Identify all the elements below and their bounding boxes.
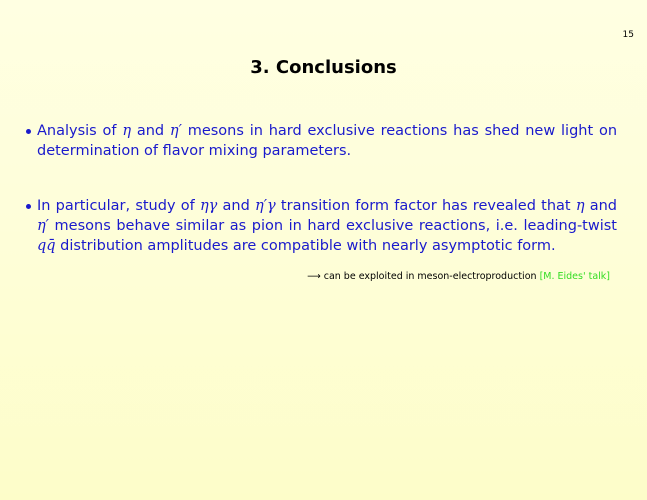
math-eta: η [122, 123, 132, 139]
page-number: 15 [622, 30, 634, 40]
bullet-text: mesons in hard exclusive reactions has shed new light on determination of flavor mixing parameters. [37, 123, 618, 159]
math-eta-prime-gamma: η′γ [255, 198, 276, 214]
footnote [307, 271, 610, 282]
bullet-dot-icon [26, 204, 31, 209]
bullet-text: and [217, 198, 256, 214]
bullet-text: In particular, study of [37, 198, 200, 214]
math-q-qbar: qq̄ [37, 238, 56, 254]
slide-title: 3. Conclusions [250, 57, 397, 78]
math-eta-gamma: ηγ [199, 198, 218, 214]
footnote-text: can be exploited in meson-electroproduction [320, 271, 540, 282]
bullet-item-2 [37, 196, 617, 256]
bullet-text: distribution amplitudes are compatible with nearly asymptotic form. [55, 238, 556, 254]
bullet-text: and [584, 198, 618, 214]
bullet-text: and [131, 123, 170, 139]
bullet-text: transition form factor has revealed that [275, 198, 576, 214]
math-eta-prime: η′ [169, 123, 182, 139]
bullet-text: Analysis of [37, 123, 123, 139]
arrow-right-icon: ⟶ [307, 271, 321, 282]
math-eta-prime: η′ [37, 218, 49, 234]
bullet-dot-icon [26, 129, 31, 134]
bullet-item-1 [37, 121, 617, 161]
bullet-text: mesons behave similar as pion in hard exclusive reactions, i.e. leading-twist [48, 218, 617, 234]
math-eta: η [575, 198, 585, 214]
reference-link: [M. Eides' talk] [539, 271, 610, 282]
